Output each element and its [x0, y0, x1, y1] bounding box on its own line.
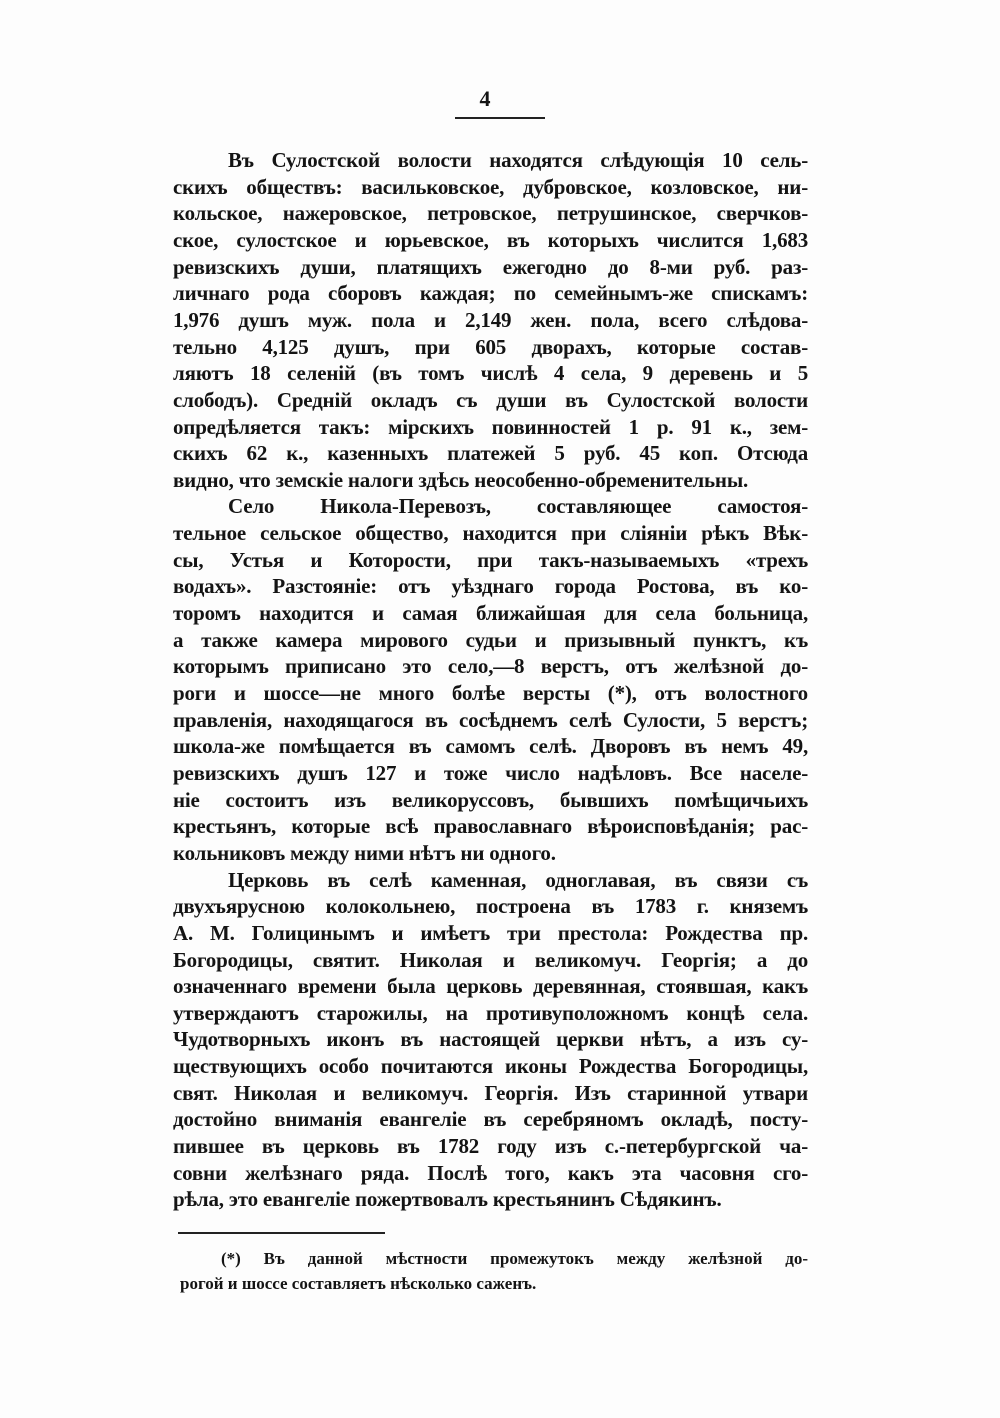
paragraph-3-line: означеннаго времени была церковь деревянная, стоявшая, какъ: [173, 974, 808, 999]
paragraph-1-line: ское, сулостское и юрьевское, въ которыхъ числится 1,683: [173, 227, 808, 252]
paragraph-1-line: 1,976 душъ муж. пола и 2,149 жен. пола, всего слѣдова-: [173, 307, 808, 332]
paragraph-1-line: скихъ обществъ: васильковское, дубровское, козловское, ни-: [173, 174, 808, 199]
paragraph-1-line: ревизскихъ души, платящихъ ежегодно до 8-ми руб. раз-: [173, 254, 808, 279]
paragraph-1-line: Въ Сулостской волости находятся слѣдующія 10 сель-: [228, 148, 808, 172]
paragraph-3-line: достойно вниманія евангеліе въ серебряномъ окладѣ, посту-: [173, 1107, 808, 1132]
footnote-divider: [178, 1232, 385, 1234]
paragraph-2-line: крестьянъ, которые всѣ православнаго вѣроисповѣданія; рас-: [173, 814, 808, 839]
paragraph-2-line: торомъ находится и самая ближайшая для села больница,: [173, 601, 808, 626]
paragraph-3-line: пившее въ церковь въ 1782 году изъ с.-петербургской ча-: [173, 1134, 808, 1159]
paragraph-2-line: ніе состоитъ изъ великоруссовъ, бывшихъ помѣщичьихъ: [173, 787, 808, 812]
paragraph-2-line: а также камера мирового судьи и призывный пунктъ, къ: [173, 627, 808, 652]
paragraph-2-line: которымъ приписано это село,—8 верстъ, отъ желѣзной до-: [173, 654, 808, 679]
paragraph-2-line: сы, Устья и Которости, при такъ-называемыхъ «трехъ: [173, 547, 808, 572]
paragraph-3-line: Чудотворныхъ иконъ въ настоящей церкви нѣтъ, а изъ су-: [173, 1027, 808, 1052]
paragraph-1-line: тельно 4,125 душъ, при 605 дворахъ, которые состав-: [173, 334, 808, 359]
paragraph-1-line: слободъ). Средній окладъ съ души въ Сулостской волости: [173, 387, 808, 412]
paragraph-1-line: видно, что земскіе налоги здѣсь неособенно-обременительны.: [173, 467, 749, 492]
paragraph-3-line: А. М. Голицинымъ и имѣетъ три престола: Рождества пр.: [173, 920, 808, 945]
paragraph-3-line: свят. Николая и великомуч. Георгія. Изъ старинной утвари: [173, 1080, 808, 1105]
paragraph-3-line: Церковь въ селѣ каменная, одноглавая, въ связи съ: [228, 867, 808, 892]
paragraph-2-line: Село Никола-Перевозъ, составляющее самостоя-: [228, 494, 808, 519]
page-number-rule: [455, 117, 545, 119]
paragraph-2-line: ревизскихъ душъ 127 и тоже число надѣловъ. Все населе-: [173, 760, 808, 785]
paragraph-1-line: опредѣляется такъ: мірскихъ повинностей 1 р. 91 к., зем-: [173, 414, 808, 439]
paragraph-1-line: личнаго рода сборовъ каждая; по семейнымъ-же спискамъ:: [173, 281, 808, 306]
footnote-line: (*) Въ данной мѣстности промежутокъ между желѣзной до-: [221, 1249, 808, 1268]
paragraph-2-line: роги и шоссе—не много болѣе версты (*), отъ волостного: [173, 681, 808, 705]
paragraph-3-line: утверждаютъ старожилы, на противуположномъ концѣ села.: [173, 1000, 808, 1025]
paragraph-3-line: рѣла, это евангеліе пожертвовалъ крестьянинъ Сѣдякинъ.: [173, 1187, 722, 1212]
page-number: 4: [479, 86, 491, 111]
paragraph-2-line: кольниковъ между ними нѣтъ ни одного.: [173, 840, 556, 865]
paragraph-1-line: ляютъ 18 селеній (въ томъ числѣ 4 села, 9 деревень и 5: [173, 361, 808, 386]
paragraph-2-line: тельное сельское общество, находится при сліяніи рѣкъ Вѣк-: [173, 521, 808, 546]
paragraph-2-line: правленія, находящагося въ сосѣднемъ селѣ Сулости, 5 верстъ;: [173, 707, 808, 732]
paragraph-1-line: кольское, нажеровское, петровское, петрушинское, сверчков-: [173, 201, 808, 226]
footnote-line: рогой и шоссе составляетъ нѣсколько саженъ.: [180, 1274, 537, 1293]
paragraph-2-line: школа-же помѣщается въ самомъ селѣ. Дворовъ въ немъ 49,: [173, 734, 808, 759]
paragraph-3-line: совни желѣзнаго ряда. Послѣ того, какъ эта часовня сго-: [173, 1160, 808, 1185]
paragraph-3-line: ществующихъ особо почитаются иконы Рождества Богородицы,: [173, 1054, 808, 1079]
paragraph-3-line: двухъярусною колокольнею, построена въ 1783 г. княземъ: [173, 894, 808, 919]
paragraph-1-line: скихъ 62 к., казенныхъ платежей 5 руб. 45 коп. Отсюда: [173, 441, 808, 466]
paragraph-2-line: водахъ». Разстояніе: отъ уѣзднаго города Ростова, въ ко-: [173, 574, 808, 599]
paragraph-3-line: Богородицы, святит. Николая и великомуч. Георгія; а до: [173, 947, 808, 972]
